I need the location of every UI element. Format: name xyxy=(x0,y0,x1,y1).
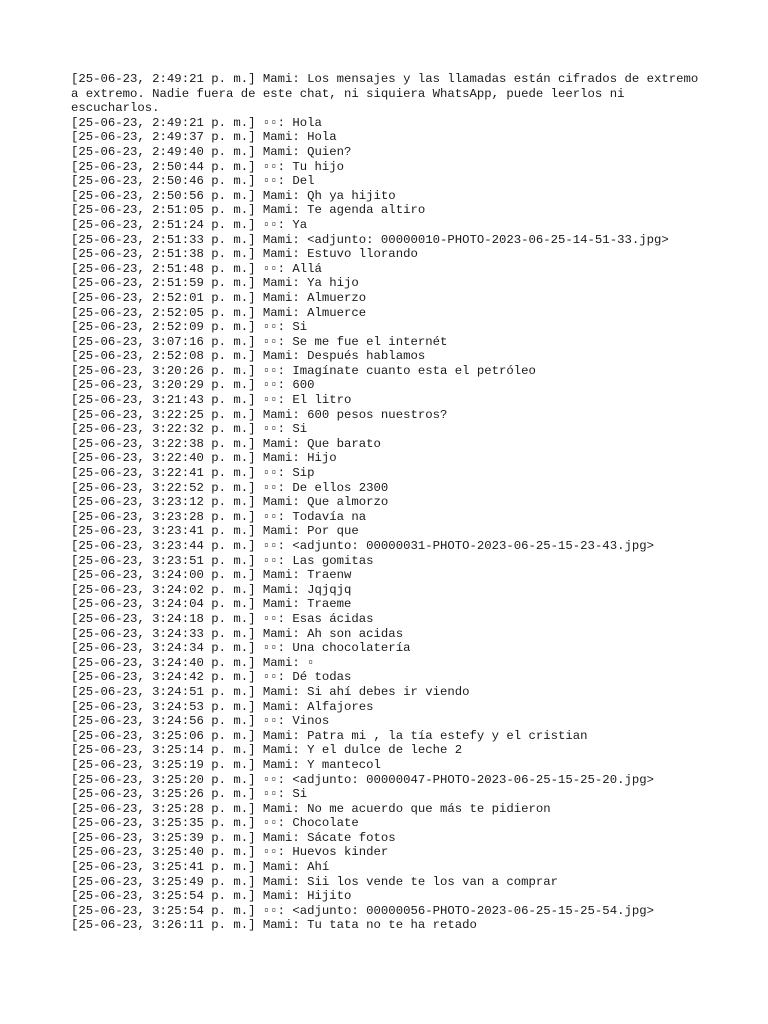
message-line: [25-06-23, 3:22:40 p. m.] Mami: Hijo xyxy=(71,451,337,466)
chat-log xyxy=(71,72,711,933)
message-list xyxy=(71,116,711,933)
message-line: [25-06-23, 2:51:48 p. m.] ▫▫: Allá xyxy=(71,261,322,276)
message-line: [25-06-23, 3:23:41 p. m.] Mami: Por que xyxy=(71,524,359,539)
message-line: [25-06-23, 2:51:24 p. m.] ▫▫: Ya xyxy=(71,217,308,232)
message-line: [25-06-23, 3:25:54 p. m.] ▫▫: <adjunto: 00000056-PHOTO-2023-06-25-15-25-54.jpg> xyxy=(71,903,654,918)
message-line: [25-06-23, 3:24:42 p. m.] ▫▫: Dé todas xyxy=(71,670,352,685)
message-line: [25-06-23, 3:25:14 p. m.] Mami: Y el dulce de leche 2 xyxy=(71,743,463,758)
message-line: [25-06-23, 2:52:01 p. m.] Mami: Almuerzo xyxy=(71,290,367,305)
message-line: [25-06-23, 3:20:29 p. m.] ▫▫: 600 xyxy=(71,378,315,393)
message-line: [25-06-23, 3:24:40 p. m.] Mami: ▫ xyxy=(71,655,315,670)
message-line: [25-06-23, 3:22:25 p. m.] Mami: 600 pesos nuestros? xyxy=(71,407,448,422)
message-line: [25-06-23, 3:23:12 p. m.] Mami: Que almorzo xyxy=(71,495,389,510)
message-line: [25-06-23, 3:25:41 p. m.] Mami: Ahí xyxy=(71,860,330,875)
message-line: [25-06-23, 3:24:51 p. m.] Mami: Si ahí debes ir viendo xyxy=(71,684,470,699)
message-line: [25-06-23, 3:25:20 p. m.] ▫▫: <adjunto: 00000047-PHOTO-2023-06-25-15-25-20.jpg> xyxy=(71,772,654,787)
message-line: [25-06-23, 3:25:40 p. m.] ▫▫: Huevos kinder xyxy=(71,845,389,860)
message-line: [25-06-23, 3:20:26 p. m.] ▫▫: Imagínate cuanto esta el petróleo xyxy=(71,363,536,378)
message-line: [25-06-23, 3:23:51 p. m.] ▫▫: Las gomitas xyxy=(71,553,374,568)
message-line: [25-06-23, 2:49:37 p. m.] Mami: Hola xyxy=(71,130,337,145)
message-line: [25-06-23, 3:07:16 p. m.] ▫▫: Se me fue el internét xyxy=(71,334,448,349)
message-line: [25-06-23, 3:24:02 p. m.] Mami: Jqjqjq xyxy=(71,582,352,597)
message-line: [25-06-23, 3:22:52 p. m.] ▫▫: De ellos 2300 xyxy=(71,480,389,495)
message-line: [25-06-23, 3:24:04 p. m.] Mami: Traeme xyxy=(71,597,352,612)
message-line: [25-06-23, 3:24:33 p. m.] Mami: Ah son acidas xyxy=(71,626,404,641)
message-line: [25-06-23, 3:23:44 p. m.] ▫▫: <adjunto: 00000031-PHOTO-2023-06-25-15-23-43.jpg> xyxy=(71,539,654,553)
message-line: [25-06-23, 3:25:49 p. m.] Mami: Sii los vende te los van a comprar xyxy=(71,874,559,889)
message-line: [25-06-23, 3:22:38 p. m.] Mami: Que barato xyxy=(71,436,381,451)
message-line: [25-06-23, 2:50:56 p. m.] Mami: Qh ya hijito xyxy=(71,188,396,203)
message-line: [25-06-23, 2:50:44 p. m.] ▫▫: Tu hijo xyxy=(71,159,345,174)
encryption-notice: [25-06-23, 2:49:21 p. m.] Mami: Los mensajes y las llamadas están cifrados de extremo a extremo. Nadie fuera de este chat, ni siquiera WhatsApp, puede leerlos ni escucharlos. xyxy=(71,72,699,116)
message-line: [25-06-23, 3:24:18 p. m.] ▫▫: Esas ácidas xyxy=(71,611,374,626)
message-line: [25-06-23, 2:49:21 p. m.] ▫▫: Hola xyxy=(71,115,322,130)
message-line: [25-06-23, 3:23:28 p. m.] ▫▫: Todavía na xyxy=(71,509,367,524)
message-line: [25-06-23, 3:26:11 p. m.] Mami: Tu tata no te ha retado xyxy=(71,918,477,933)
message-line: [25-06-23, 3:25:35 p. m.] ▫▫: Chocolate xyxy=(71,816,359,831)
message-line: [25-06-23, 3:25:06 p. m.] Mami: Patra mi , la tía estefy y el cristian xyxy=(71,728,588,743)
message-line: [25-06-23, 2:49:40 p. m.] Mami: Quien? xyxy=(71,144,352,159)
message-line: [25-06-23, 2:51:05 p. m.] Mami: Te agenda altiro xyxy=(71,203,426,218)
message-line: [25-06-23, 2:51:59 p. m.] Mami: Ya hijo xyxy=(71,276,359,291)
message-line: [25-06-23, 3:25:26 p. m.] ▫▫: Si xyxy=(71,787,308,802)
message-line: [25-06-23, 3:25:39 p. m.] Mami: Sácate fotos xyxy=(71,830,396,845)
message-line: [25-06-23, 3:25:28 p. m.] Mami: No me acuerdo que más te pidieron xyxy=(71,801,551,816)
message-line: [25-06-23, 3:24:00 p. m.] Mami: Traenw xyxy=(71,568,352,583)
message-line: [25-06-23, 3:22:41 p. m.] ▫▫: Sip xyxy=(71,466,315,481)
message-line: [25-06-23, 3:24:34 p. m.] ▫▫: Una chocolatería xyxy=(71,641,411,656)
message-line: [25-06-23, 2:50:46 p. m.] ▫▫: Del xyxy=(71,174,315,189)
message-line: [25-06-23, 2:51:33 p. m.] Mami: <adjunto: 00000010-PHOTO-2023-06-25-14-51-33.jpg> xyxy=(71,232,669,247)
message-line: [25-06-23, 3:24:53 p. m.] Mami: Alfajores xyxy=(71,699,374,714)
message-line: [25-06-23, 3:21:43 p. m.] ▫▫: El litro xyxy=(71,393,352,408)
message-line: [25-06-23, 2:52:09 p. m.] ▫▫: Si xyxy=(71,320,308,335)
message-line: [25-06-23, 3:25:54 p. m.] Mami: Hijito xyxy=(71,889,352,904)
message-line: [25-06-23, 3:22:32 p. m.] ▫▫: Si xyxy=(71,422,308,437)
message-line: [25-06-23, 2:52:05 p. m.] Mami: Almuerce xyxy=(71,305,367,320)
message-line: [25-06-23, 3:24:56 p. m.] ▫▫: Vinos xyxy=(71,714,330,729)
message-line: [25-06-23, 3:25:19 p. m.] Mami: Y mantecol xyxy=(71,757,381,772)
message-line: [25-06-23, 2:52:08 p. m.] Mami: Después hablamos xyxy=(71,349,426,364)
message-line: [25-06-23, 2:51:38 p. m.] Mami: Estuvo llorando xyxy=(71,247,418,262)
